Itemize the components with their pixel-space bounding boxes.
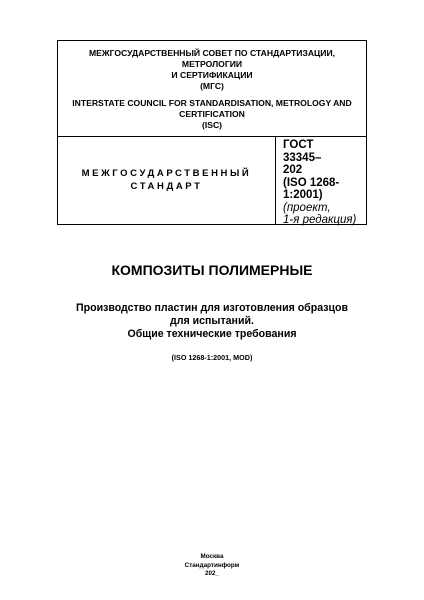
gost-designation xyxy=(276,137,366,224)
publisher-footer xyxy=(0,553,424,579)
gost-iso: (ISO 1268-1:2001) xyxy=(283,176,340,201)
council-ru-line: МЕЖГОСУДАРСТВЕННЫЙ СОВЕТ ПО СТАНДАРТИЗАЦИИ, МЕТРОЛОГИИ xyxy=(88,48,336,69)
subtitle-line: Производство пластин для изготовления образцов xyxy=(76,302,348,314)
standard-row xyxy=(58,136,366,224)
standard-label-line1: МЕЖГОСУДАРСТВЕННЫЙ xyxy=(81,168,252,179)
subtitle-line: Общие технические требования xyxy=(127,328,297,340)
gost-label: ГОСТ xyxy=(283,139,314,151)
gost-number-line1: 33345– xyxy=(283,151,322,164)
council-en-line: (ISC) xyxy=(201,120,223,130)
council-cell xyxy=(58,41,366,136)
document-subtitle xyxy=(0,302,424,341)
council-ru-line: И СЕРТИФИКАЦИИ xyxy=(171,70,253,80)
gost-number-line2: 202 xyxy=(283,164,303,176)
council-en-line: CERTIFICATION xyxy=(179,109,245,119)
footer-year: 202_ xyxy=(204,570,219,577)
subtitle-line: для испытаний. xyxy=(170,315,254,327)
council-ru-line: (МГС) xyxy=(200,81,224,91)
standard-label-line2: СТАНДАРТ xyxy=(130,181,203,192)
gost-draft-line1: (проект, xyxy=(283,201,331,214)
standard-label xyxy=(58,137,276,224)
council-en xyxy=(64,98,360,131)
document-title: КОМПОЗИТЫ ПОЛИМЕРНЫЕ xyxy=(111,262,313,278)
council-en-line: INTERSTATE COUNCIL FOR STANDARDISATION, METROLOGY AND xyxy=(72,98,352,108)
footer-publisher: Стандартинформ xyxy=(184,561,240,569)
footer-city: Москва xyxy=(200,553,224,560)
header-frame xyxy=(57,40,367,225)
gost-draft-line2: 1-я редакция) xyxy=(283,214,357,226)
council-ru xyxy=(64,48,360,92)
iso-reference: (ISO 1268-1:2001, MOD) xyxy=(171,353,253,362)
